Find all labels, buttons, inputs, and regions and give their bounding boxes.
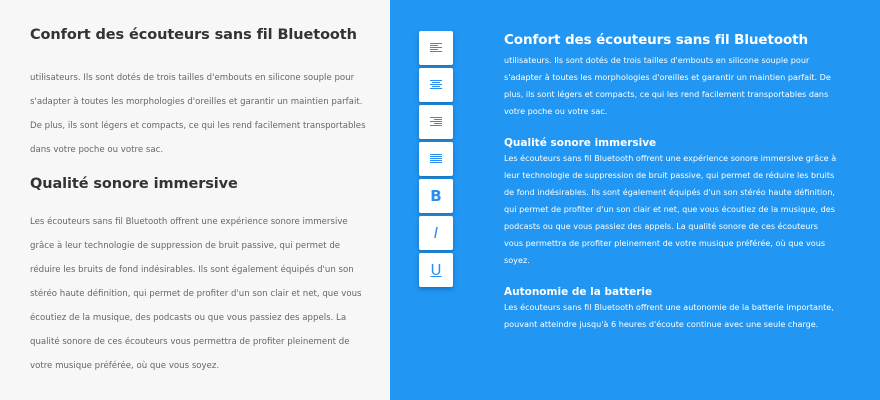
italic-button[interactable] <box>419 216 453 250</box>
underline-button[interactable] <box>419 253 453 287</box>
editor-paragraph-sound[interactable]: Les écouteurs sans fil Bluetooth offrent une expérience sonore immersive grâce à leur technologie de suppression de bruit passive, qui permet de réduire les bruits de fond indésirables. Ils sont également équipés d'un son stéréo haute définition, qui permet de profiter d'un son clair et net, que vous écoutiez de la musique, des podcasts ou que vous passiez des appels. La qualité sonore de ces écouteurs vous permettra de profiter pleinement de votre musique préférée, où que vous soyez. <box>504 153 837 265</box>
editor-paragraph-comfort[interactable]: utilisateurs. Ils sont dotés de trois tailles d'embouts en silicone souple pour s'adapter à toutes les morphologies d'oreilles et garantir un maintien parfait. De plus, ils sont légers et compacts, ce qui les rend facilement transportables dans votre poche ou votre sac. <box>504 55 831 116</box>
preview-paragraph-sound: Les écouteurs sans fil Bluetooth offrent une expérience sonore immersive grâce à leur technologie de suppression de bruit passive, qui permet de réduire les bruits de fond indésirables. Ils sont également équipés d'un son stéréo haute définition, qui permet de profiter d'un son clair et net, que vous écoutiez de la musique, des podcasts ou que vous passiez des appels. La qualité sonore de ces écouteurs vous permettra de profiter pleinement de votre musique préférée, où que vous soyez. <box>30 217 362 371</box>
editor-heading-comfort[interactable]: Confort des écouteurs sans fil Bluetooth <box>504 32 809 48</box>
align-right-button[interactable] <box>419 105 453 139</box>
preview-heading-sound: Qualité sonore immersive <box>30 176 238 192</box>
italic-icon: I <box>433 223 439 242</box>
bold-icon: B <box>430 186 442 205</box>
editor-heading-sound[interactable]: Qualité sonore immersive <box>504 137 657 149</box>
align-right-icon <box>429 116 443 128</box>
preview-paragraph-comfort: utilisateurs. Ils sont dotés de trois tailles d'embouts en silicone souple pour s'adapter à toutes les morphologies d'oreilles et garantir un maintien parfait. De plus, ils sont légers et compacts, ce qui les rend facilement transportables dans votre poche ou votre sac. <box>30 73 366 155</box>
editor-panel <box>390 0 880 400</box>
align-center-button[interactable] <box>419 68 453 102</box>
align-justify-icon <box>429 153 443 165</box>
format-toolbar <box>419 31 455 290</box>
bold-button[interactable] <box>419 179 453 213</box>
align-center-icon <box>429 79 443 91</box>
editor-heading-battery[interactable]: Autonomie de la batterie <box>504 286 653 298</box>
align-left-icon <box>429 42 443 54</box>
preview-heading-comfort: Confort des écouteurs sans fil Bluetooth <box>30 27 357 43</box>
preview-panel <box>0 0 390 400</box>
underline-icon: U <box>430 260 442 279</box>
align-justify-button[interactable] <box>419 142 453 176</box>
editable-content[interactable] <box>504 32 839 333</box>
align-left-button[interactable] <box>419 31 453 65</box>
editor-paragraph-battery[interactable]: Les écouteurs sans fil Bluetooth offrent une autonomie de la batterie importante, pouvant atteindre jusqu'à 6 heures d'écoute continue avec une seule charge. <box>504 302 834 329</box>
